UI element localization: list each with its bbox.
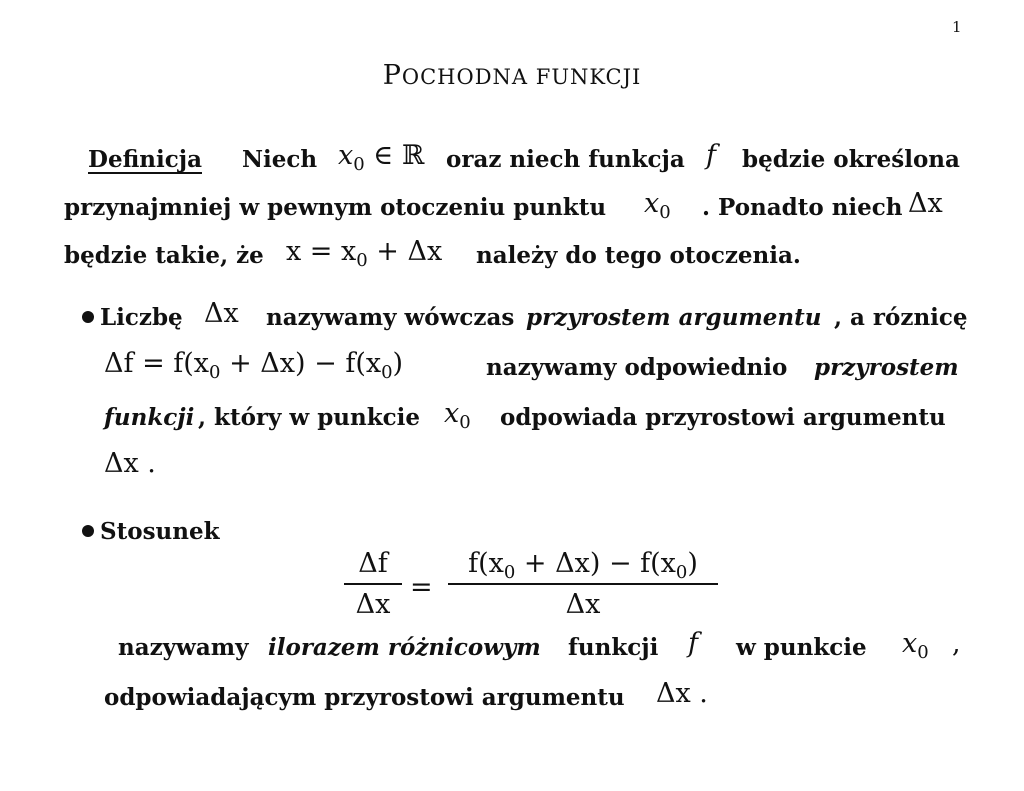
bullet2-odpowiadajacym: odpowiadającym przyrostowi argumentu bbox=[104, 684, 625, 711]
bullet2-start: Stosunek bbox=[82, 518, 220, 545]
comma: , bbox=[952, 628, 961, 659]
bullet1-ktory: , który w punkcie bbox=[198, 404, 421, 431]
fraction-delta-f-over-delta-x: Δf Δx bbox=[344, 548, 402, 620]
math-f-2: f bbox=[688, 628, 698, 659]
def-text-ponadto: . Ponadto niech bbox=[702, 194, 903, 221]
equals-sign: = bbox=[410, 572, 433, 603]
math-delta-f: $\Delta f = f(x_0 + \Delta x) - f(x_0)$ bbox=[104, 348, 404, 383]
bullet2-funkcji: funkcji bbox=[568, 634, 659, 661]
fraction-difference-quotient: $f(x_0 + \Delta x) - f(x_0)$ Δx bbox=[448, 548, 718, 620]
math-x-eq: $x = x_0 + \Delta x$ bbox=[286, 236, 443, 271]
bullet-icon bbox=[82, 311, 94, 323]
math-dx-4: Δx . bbox=[656, 678, 708, 709]
bullet2-w-punkcie: w punkcie bbox=[736, 634, 867, 661]
def-text-nalezy: należy do tego otoczenia. bbox=[476, 242, 801, 269]
term-przyrostem: przyrostem bbox=[814, 354, 959, 381]
term-iloraz-roznicowy: ilorazem różnicowym bbox=[268, 634, 541, 661]
page-number: 1 bbox=[952, 18, 962, 36]
title-initial: P bbox=[382, 60, 402, 91]
math-dx-3: Δx . bbox=[104, 448, 156, 479]
bullet1-nazywamy: nazywamy wówczas bbox=[266, 304, 515, 331]
bullet1-odpowiednio: nazywamy odpowiednio bbox=[486, 354, 788, 381]
def-text-niech: Niech bbox=[242, 146, 318, 173]
title-rest: OCHODNA FUNKCJI bbox=[401, 65, 642, 89]
def-text-oraz: oraz niech funkcja bbox=[446, 146, 685, 173]
math-x0-1: $x_0$ ∈ ℝ bbox=[338, 140, 425, 175]
definition-label: Definicja bbox=[88, 146, 202, 173]
def-text-bedzie: będzie takie, że bbox=[64, 242, 264, 269]
bullet1-odpowiada: odpowiada przyrostowi argumentu bbox=[500, 404, 946, 431]
math-dx-2: Δx bbox=[204, 298, 239, 329]
bullet1-roznice: , a róznicę bbox=[834, 304, 968, 331]
page-title bbox=[0, 60, 1024, 91]
math-x0-2: $x_0$ bbox=[644, 188, 671, 223]
term-funkcji: funkcji bbox=[104, 404, 195, 431]
math-dx-1: Δx bbox=[908, 188, 943, 219]
def-text-przynajmniej: przynajmniej w pewnym otoczeniu punktu bbox=[64, 194, 607, 221]
bullet-icon bbox=[82, 525, 94, 537]
def-text-okreslona: będzie określona bbox=[742, 146, 960, 173]
math-f-1: f bbox=[706, 140, 716, 171]
bullet1-start: Liczbę bbox=[82, 304, 183, 331]
math-x0-3: $x_0$ bbox=[444, 398, 471, 433]
bullet2-nazywamy: nazywamy bbox=[118, 634, 249, 661]
math-x0-4: $x_0$ bbox=[902, 628, 929, 663]
term-przyrost-argumentu: przyrostem argumentu bbox=[526, 304, 822, 331]
